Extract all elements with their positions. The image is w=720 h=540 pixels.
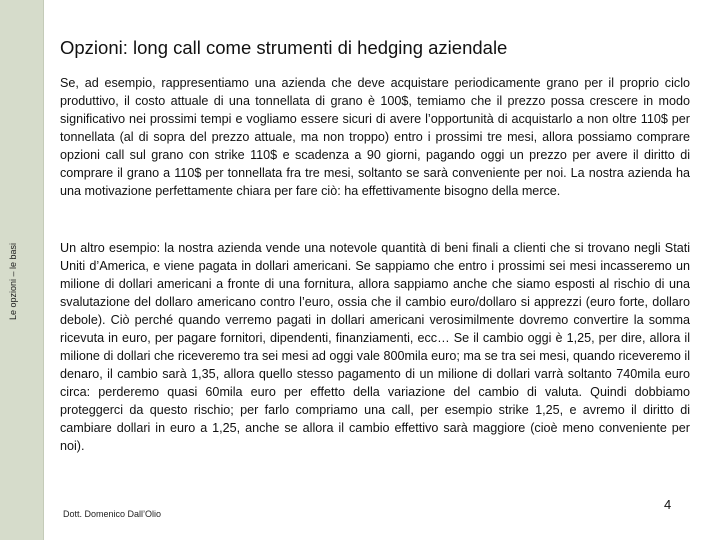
author-footer: Dott. Domenico Dall’Olio bbox=[63, 509, 162, 519]
sidebar-label: Le opzioni – le basi bbox=[8, 242, 18, 320]
paragraph-1: Se, ad esempio, rappresentiamo una azienda che deve acquistare periodicamente grano per il proprio ciclo produttivo, il costo attuale di una tonnellata di grano è 100$, temiamo che il prezzo possa crescere in modo significativo nei prossimi tempi e vogliamo essere sicuri di avere l’opportunità di acquistarlo a non oltre 110$ per tonnellata (al di sopra del prezzo attuale, ma non troppo) entro i prossimi tre mesi, allora possiamo comprare opzioni call sul grano con strike 110$ e scadenza a 90 giorni, pagando oggi un prezzo per avere il diritto di comprare il grano a 110$ per tonnellata fra tre mesi, soltanto se sarà conveniente per noi. La nostra azienda ha una motivazione perfettamente chiara per fare ciò: ha effettivamente bisogno della merce. bbox=[60, 76, 690, 198]
paragraph-2: Un altro esempio: la nostra azienda vende una notevole quantità di beni finali a clienti che si trovano negli Stati Uniti d’America, e viene pagata in dollari americani. Se sappiamo che entro i prossimi sei mesi incasseremo un milione di dollari americani a fronte di una fornitura, allora sappiamo anche che siamo esposti al rischio di una svalutazione del dollaro americano contro l’euro, ossia che il cambio euro/dollaro si apprezzi (euro forte, dollaro debole). Ciò perché quando verremo pagati in dollari americani verosimilmente dovremo convertire la somma ricevuta in euro, per pagare fornitori, dipendenti, finanziamenti, ecc… Se il cambio oggi è 1,25, per dire, allora il milione di dollari che riceveremo tra sei mesi ad oggi vale 800mila euro; ma se tra sei mesi, quando riceveremo il denaro, il cambio sarà 1,35, allora quello stesso pagamento di un milione di dollari varrà soltanto 740mila euro circa: perderemo quasi 60mila euro per effetto della variazione del cambio di valuta. Quindi dobbiamo proteggerci da questo rischio; per farlo compriamo una call, per esempio strike 1,25, e avremo il diritto di cambiare dollari in euro a 1,25, anche se allora il cambio effettivo sarà maggiore (cioè meno conveniente per noi). bbox=[60, 241, 690, 453]
sidebar bbox=[0, 0, 44, 540]
page-number: 4 bbox=[664, 497, 672, 512]
slide-title: Opzioni: long call come strumenti di hedging aziendale bbox=[60, 37, 508, 58]
